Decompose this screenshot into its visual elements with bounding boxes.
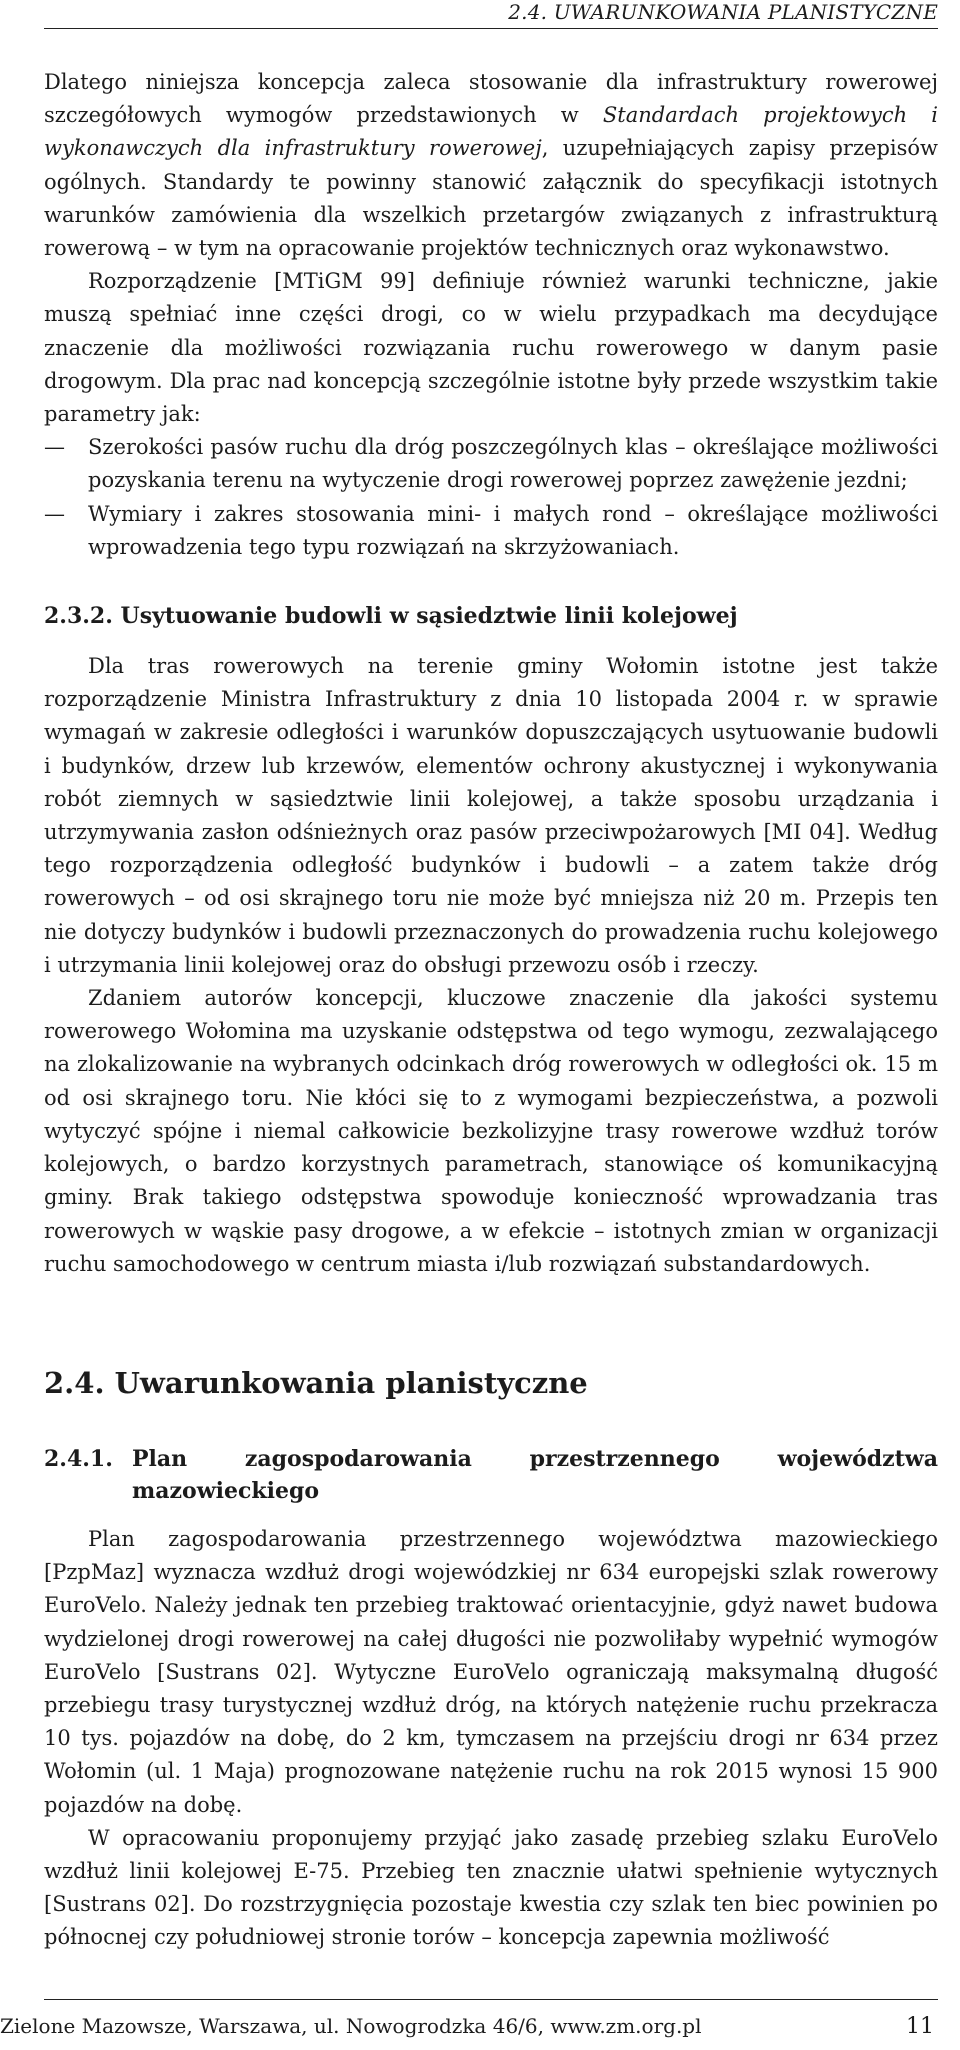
- intro-p1-text-cont: , uzupełniających zapisy przepisów ogólnych. Standardy te powinny stanowić załącznik do specyfikacji istotnych warunków zamówienia dla wszelkich przetargów związanych z infrastrukturą rowerową – w tym na opracowanie projektów technicznych oraz wykonawstwo.: [44, 136, 939, 261]
- plan-paragraph-1: Plan zagospodarowania przestrzennego województwa mazowieckiego [PzpMaz] wyznacza wzdłuż drogi wojewódzkiej nr 634 europejski szlak rowerowy EuroVelo. Należy jednak ten przebieg traktować orientacyjnie, gdyż nawet budowa wydzielonej drogi rowerowej na całej długości nie pozwoliłaby wypełnić wymogów EuroVelo [Sustrans 02]. Wytyczne EuroVelo ograniczają maksymalną długość przebiegu trasy turystycznej wzdłuż dróg, na których natężenie ruchu przekracza 10 tys. pojazdów na dobę, do 2 km, tymczasem na przejściu drogi nr 634 przez Wołomin (ul. 1 Maja) prognozowane natężenie ruchu na rok 2015 wynosi 15 900 pojazdów na dobę.: [44, 1526, 938, 1817]
- plan-paragraph-2: W opracowaniu proponujemy przyjąć jako zasadę przebieg szlaku EuroVelo wzdłuż linii kolejowej E-75. Przebieg ten znacznie ułatwi spełnienie wytycznych [Sustrans 02]. Do rozstrzygnięcia pozostaje kwestia czy szlak ten biec powinien po północnej czy południowej stronie torów – koncepcja zapewnia możliwość: [44, 1825, 938, 1950]
- railway-paragraph-2: Zdaniem autorów koncepcji, kluczowe znaczenie dla jakości systemu rowerowego Wołomina ma uzyskanie odstępstwa od tego wymogu, zezwalającego na zlokalizowanie na wybranych odcinkach dróg rowerowych w odległości ok. 15 m od osi skrajnego toru. Nie kłóci się to z wymogami bezpieczeństwa, a pozwoli wytyczyć spójne i niemal całkowicie bezkolizyjne trasy rowerowe wzdłuż torów kolejowych, o bardzo korzystnych parametrach, stanowiące oś komunikacyjną gminy. Brak takiego odstępstwa spowoduje konieczność wprowadzania tras rowerowych w wąskie pasy drogowe, a w efekcie – istotnych zmian w organizacji ruchu samochodowego w centrum miasta i/lub rozwiązań substandardowych.: [44, 986, 938, 1276]
- running-header: 2.4. UWARUNKOWANIA PLANISTYCZNE: [508, 0, 938, 24]
- list-item-text: Wymiary i zakres stosowania mini- i małych rond – określające możliwości wprowadzenia tego typu rozwiązań na skrzyżowaniach.: [88, 501, 938, 559]
- footer-address: Zielone Mazowsze, Warszawa, ul. Nowogrodzka 46/6, www.zm.org.pl: [0, 2014, 702, 2038]
- section-heading-2-4: 2.4. Uwarunkowania planistyczne: [44, 1365, 588, 1400]
- standards-title-italic: Standardach projektowych i wykonawczych dla infrastruktury rowerowej: [44, 103, 938, 161]
- intro-paragraph-1: [44, 66, 938, 265]
- list-dash: —: [44, 501, 65, 526]
- list-item: [44, 498, 938, 564]
- subsection-heading-2-4-1: [44, 1443, 938, 1507]
- page-number: 11: [906, 2014, 934, 2039]
- list-dash: —: [44, 435, 65, 460]
- subsection-title: Plan zagospodarowania przestrzennego województwa mazowieckiego: [132, 1445, 938, 1504]
- subsection-number: 2.4.1.: [44, 1445, 113, 1472]
- list-item: [44, 431, 938, 497]
- footer-rule: [44, 1999, 938, 2000]
- list-item-text: Szerokości pasów ruchu dla dróg poszczególnych klas – określające możliwości pozyskania terenu na wytyczenie drogi rowerowej poprzez zawężenie jezdni;: [88, 435, 938, 493]
- subsection-heading-2-3-2: 2.3.2. Usytuowanie budowli w sąsiedztwie linii kolejowej: [44, 603, 738, 630]
- header-rule: [44, 28, 938, 29]
- railway-paragraph-1: Dla tras rowerowych na terenie gminy Wołomin istotne jest także rozporządzenie Ministra Infrastruktury z dnia 10 listopada 2004 r. w sprawie wymagań w zakresie odległości i warunków dopuszczających usytuowanie budowli i budynków, drzew lub krzewów, elementów ochrony akustycznej i wykonywania robót ziemnych w sąsiedztwie linii kolejowej, a także sposobu urządzania i utrzymywania zasłon odśnieżnych oraz pasów przeciwpożarowych [MI 04]. Według tego rozporządzenia odległość budynków i budowli – a zatem także dróg rowerowych – od osi skrajnego toru nie może być mniejsza niż 20 m. Przepis ten nie dotyczy budynków i budowli przeznaczonych do prowadzenia ruchu kolejowego i utrzymania linii kolejowej oraz do obsługi przewozu osób i rzeczy.: [44, 654, 938, 977]
- intro-paragraph-2: Rozporządzenie [MTiGM 99] definiuje również warunki techniczne, jakie muszą spełniać inne części drogi, co w wielu przypadkach ma decydujące znaczenie dla możliwości rozwiązania ruchu rowerowego w danym pasie drogowym. Dla prac nad koncepcją szczególnie istotne były przede wszystkim takie parametry jak:: [44, 269, 938, 427]
- intro-p1-text: Dlatego niniejsza koncepcja zaleca stosowanie dla infrastruktury rowerowej szczegółowych wymogów przedstawionych w: [44, 70, 938, 128]
- page-body: [44, 66, 938, 1955]
